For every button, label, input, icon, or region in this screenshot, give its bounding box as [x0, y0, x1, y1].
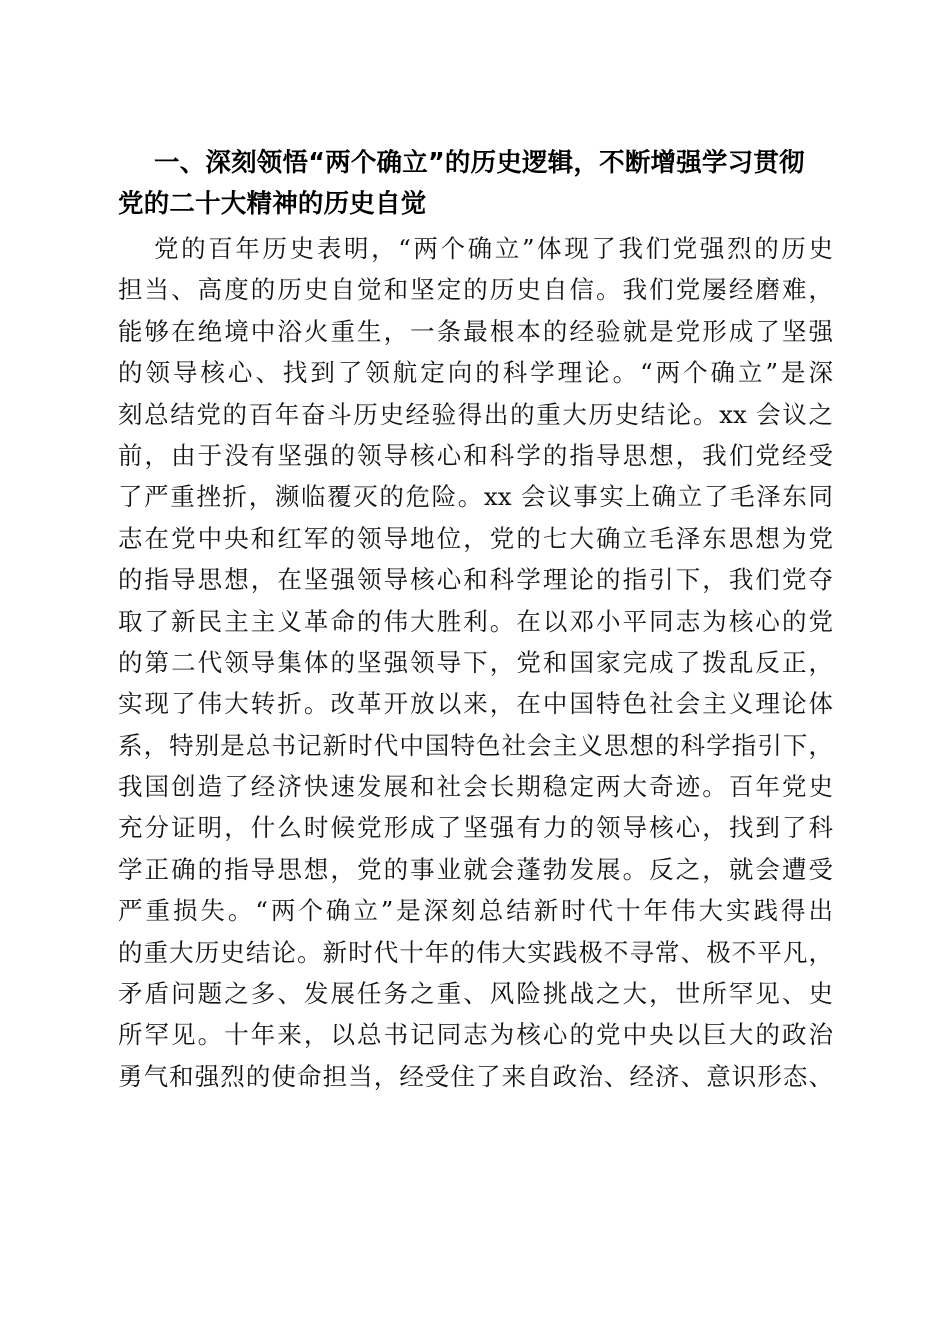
paragraph-line: 所罕见。十年来，以总书记同志为核心的党中央以巨大的政治: [118, 1020, 833, 1050]
paragraph-line: 前，由于没有坚强的领导核心和科学的指导思想，我们党经受: [118, 440, 833, 470]
paragraph-line: 刻总结党的百年奋斗历史经验得出的重大历史结论。xx 会议之: [118, 399, 833, 429]
paragraph-line: 的指导思想，在坚强领导核心和科学理论的指引下，我们党夺: [118, 565, 833, 595]
section-heading: [118, 143, 833, 225]
paragraph-line: 能够在绝境中浴火重生，一条最根本的经验就是党形成了坚强: [118, 316, 833, 346]
paragraph-line: 矛盾问题之多、发展任务之重、风险挑战之大，世所罕见、史: [118, 979, 833, 1009]
body-paragraph: [118, 228, 833, 1097]
section-heading-line-1: 一、深刻领悟“两个确立”的历史逻辑，不断增强学习贯彻: [154, 148, 805, 178]
paragraph-line: 的第二代领导集体的坚强领导下，党和国家完成了拨乱反正，: [118, 647, 833, 677]
paragraph-line: 充分证明，什么时候党形成了坚强有力的领导核心，找到了科: [118, 813, 833, 843]
paragraph-line: 了严重挫折，濒临覆灭的危险。xx 会议事实上确立了毛泽东同: [118, 482, 833, 512]
paragraph-line: 严重损失。“两个确立”是深刻总结新时代十年伟大实践得出: [118, 896, 833, 926]
paragraph-line: 的领导核心、找到了领航定向的科学理论。“两个确立”是深: [118, 358, 833, 388]
paragraph-line: 勇气和强烈的使命担当，经受住了来自政治、经济、意识形态、: [118, 1061, 833, 1091]
paragraph-line: 担当、高度的历史自觉和坚定的历史自信。我们党屡经磨难，: [118, 275, 833, 305]
section-heading-line-2: 党的二十大精神的历史自觉: [118, 189, 427, 219]
paragraph-line: 取了新民主主义革命的伟大胜利。在以邓小平同志为核心的党: [118, 606, 833, 636]
paragraph-line: 学正确的指导思想，党的事业就会蓬勃发展。反之，就会遭受: [118, 854, 833, 884]
paragraph-line: 实现了伟大转折。改革开放以来，在中国特色社会主义理论体: [118, 689, 833, 719]
paragraph-line: 的重大历史结论。新时代十年的伟大实践极不寻常、极不平凡，: [118, 937, 833, 967]
paragraph-line: 志在党中央和红军的领导地位，党的七大确立毛泽东思想为党: [118, 523, 833, 553]
paragraph-line: 系，特别是总书记新时代中国特色社会主义思想的科学指引下，: [118, 730, 833, 760]
paragraph-line: 党的百年历史表明，“两个确立”体现了我们党强烈的历史: [154, 234, 833, 263]
paragraph-line: 我国创造了经济快速发展和社会长期稳定两大奇迹。百年党史: [118, 772, 833, 802]
